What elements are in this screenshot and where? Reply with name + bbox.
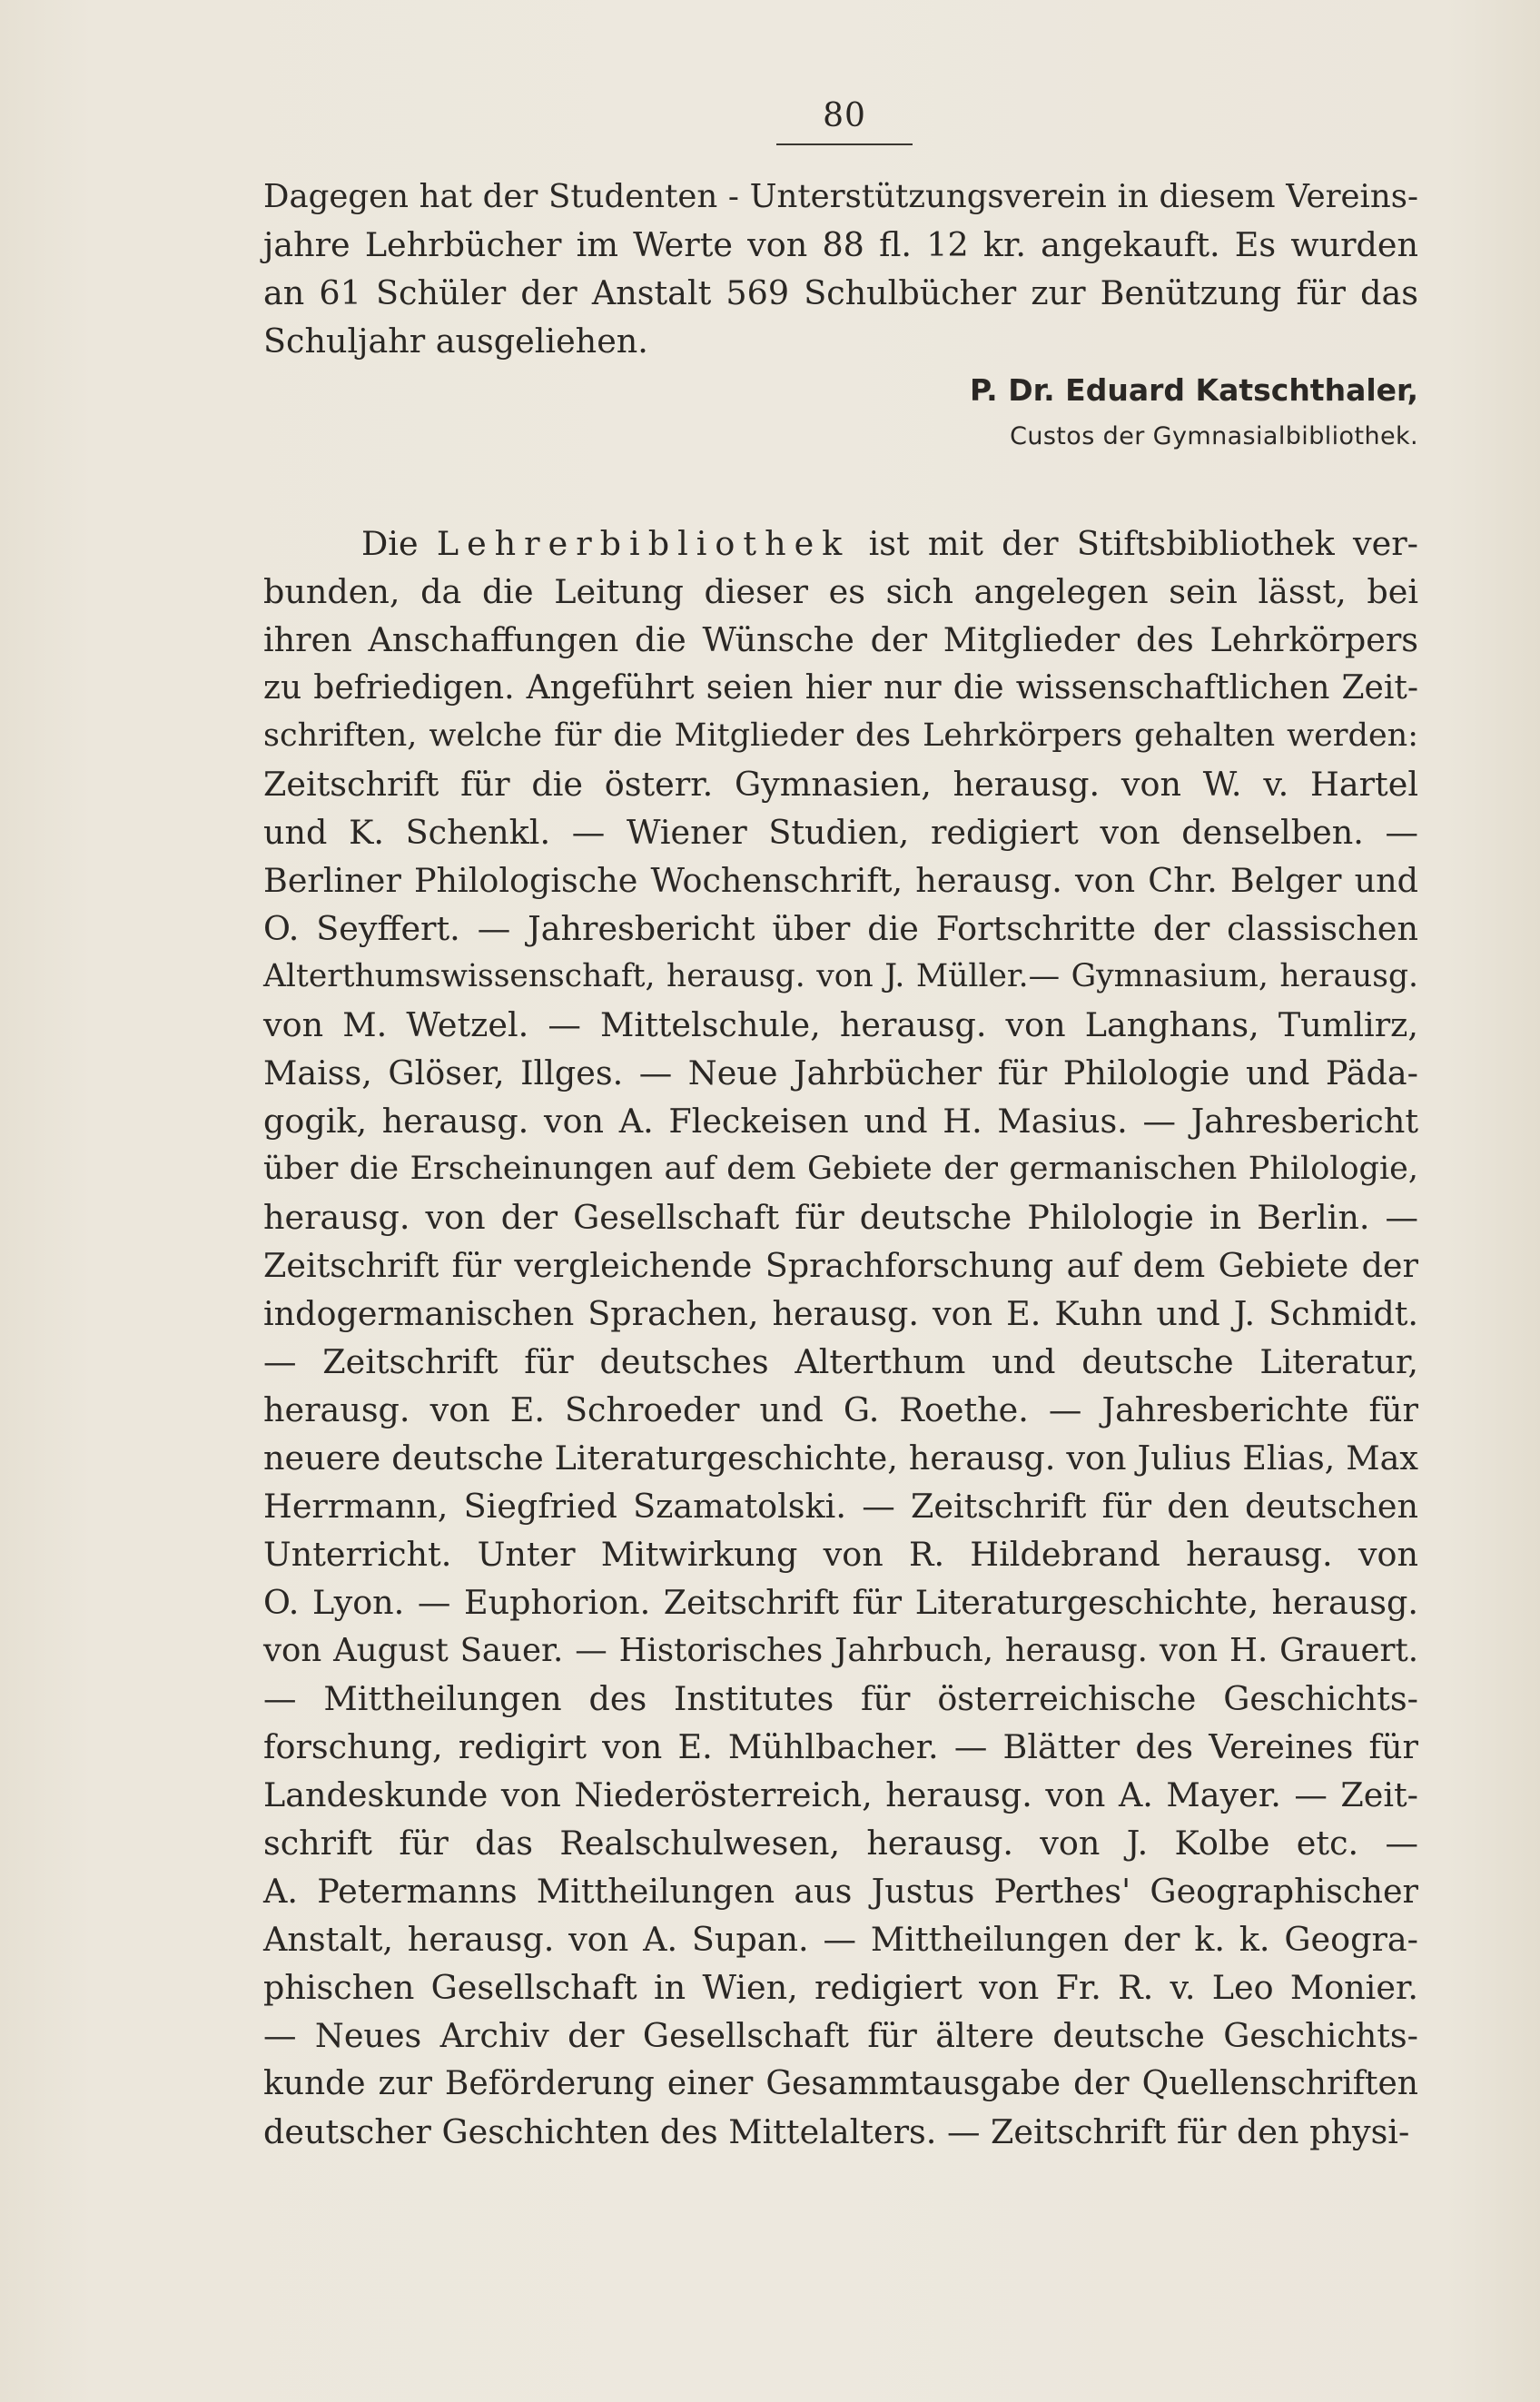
text-line: deutscher Geschichten des Mittelalters. — Zeitschrift für den physi- — [263, 2112, 1410, 2151]
first-line-suffix: ist mit der Stiftsbibliothek ver- — [850, 524, 1419, 563]
text-line: Maiss, Glöser, Illges. — Neue Jahrbücher für Philologie und Päda- — [263, 1053, 1418, 1092]
text-line: schriften, welche für die Mitglieder des Lehrkörpers gehalten werden: — [263, 717, 1418, 754]
first-line-prefix: Die — [361, 524, 437, 563]
text-line: über die Erscheinungen auf dem Gebiete der germanischen Philologie, — [263, 1151, 1418, 1187]
text-line: — Mittheilungen des Institutes für österreichische Geschichts- — [263, 1679, 1418, 1718]
text-line: A. Petermanns Mittheilungen aus Justus Perthes' Geographischer — [263, 1872, 1418, 1911]
text-line: bunden, da die Leitung dieser es sich angelegen sein lässt, bei — [263, 572, 1418, 611]
paragraph-student-support — [263, 173, 1418, 365]
text-line: von August Sauer. — Historisches Jahrbuch, herausg. von H. Grauert. — [263, 1632, 1418, 1669]
text-line: O. Seyffert. — Jahresbericht über die Fortschritte der classischen — [263, 909, 1418, 948]
text-line: Schuljahr ausgeliehen. — [263, 321, 648, 361]
text-line: Anstalt, herausg. von A. Supan. — Mittheilungen der k. k. Geogra- — [263, 1920, 1418, 1959]
text-line: forschung, redigirt von E. Mühlbacher. — Blätter des Vereines für — [263, 1727, 1418, 1766]
signature-name: P. Dr. Eduard Katschthaler, — [970, 372, 1418, 408]
text-line: Dagegen hat der Studenten - Unterstützungsverein in diesem Vereins- — [263, 178, 1418, 215]
page-number-rule — [776, 143, 913, 145]
text-line: gogik, herausg. von A. Fleckeisen und H. Masius. — Jahresbericht — [263, 1102, 1418, 1141]
text-line: herausg. von der Gesellschaft für deutsche Philologie in Berlin. — — [263, 1198, 1418, 1237]
text-line: und K. Schenkl. — Wiener Studien, redigiert von denselben. — — [263, 813, 1418, 852]
text-line: O. Lyon. — Euphorion. Zeitschrift für Literaturgeschichte, herausg. — [263, 1583, 1418, 1622]
text-line: schrift für das Realschulwesen, herausg. von J. Kolbe etc. — — [263, 1824, 1418, 1863]
text-line: Alterthumswissenschaft, herausg. von J. Müller.— Gymnasium, herausg. — [263, 958, 1418, 994]
text-line: indogermanischen Sprachen, herausg. von E. Kuhn und J. Schmidt. — [263, 1294, 1418, 1333]
text-line: kunde zur Beförderung einer Gesammtausgabe der Quellenschriften — [263, 2065, 1418, 2102]
text-line: ihren Anschaffungen die Wünsche der Mitglieder des Lehrkörpers — [263, 620, 1418, 659]
text-line: Unterricht. Unter Mitwirkung von R. Hildebrand herausg. von — [263, 1535, 1418, 1574]
page-number: 80 — [823, 97, 866, 134]
text-line: phischen Gesellschaft in Wien, redigiert von Fr. R. v. Leo Monier. — [263, 1968, 1418, 2007]
paragraph-teacher-library — [263, 519, 1418, 2156]
signature-title: Custos der Gymnasialbibliothek. — [1010, 422, 1418, 450]
text-line: — Neues Archiv der Gesellschaft für ältere deutsche Geschichts- — [263, 2016, 1418, 2055]
text-line: Zeitschrift für vergleichende Sprachforschung auf dem Gebiete der — [263, 1246, 1418, 1285]
text-line: jahre Lehrbücher im Werte von 88 fl. 12 kr. angekauft. Es wurden — [263, 225, 1418, 264]
text-line: Landeskunde von Niederösterreich, herausg. von A. Mayer. — Zeit- — [263, 1775, 1418, 1814]
text-line: Berliner Philologische Wochenschrift, herausg. von Chr. Belger und — [263, 861, 1418, 900]
text-line: zu befriedigen. Angeführt seien hier nur die wissenschaftlichen Zeit- — [263, 669, 1418, 707]
text-line-first — [263, 519, 1418, 568]
text-line: herausg. von E. Schroeder und G. Roethe. — Jahresberichte für — [263, 1390, 1418, 1429]
text-line: — Zeitschrift für deutsches Alterthum und deutsche Literatur, — [263, 1342, 1418, 1381]
text-line: Zeitschrift für die österr. Gymnasien, herausg. von W. v. Hartel — [263, 765, 1418, 804]
text-line: an 61 Schüler der Anstalt 569 Schulbücher zur Benützung für das — [263, 273, 1418, 312]
emphasized-term: Lehrerbibliothek — [436, 524, 851, 563]
text-line: von M. Wetzel. — Mittelschule, herausg. von Langhans, Tumlirz, — [263, 1005, 1418, 1044]
text-line: Herrmann, Siegfried Szamatolski. — Zeitschrift für den deutschen — [263, 1487, 1418, 1526]
text-line: neuere deutsche Literaturgeschichte, herausg. von Julius Elias, Max — [263, 1438, 1418, 1478]
